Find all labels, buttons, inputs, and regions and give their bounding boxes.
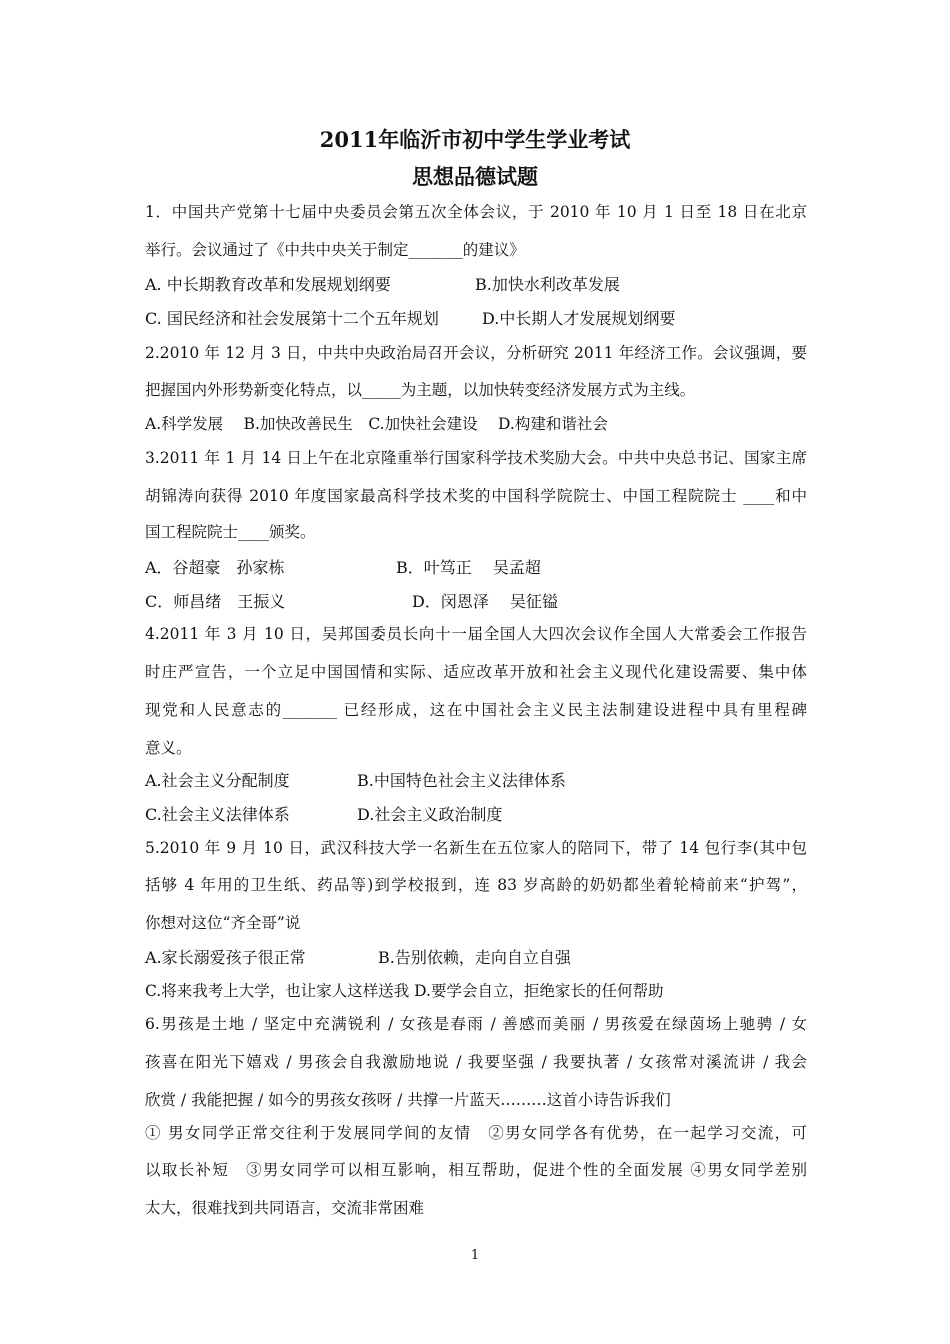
question-2-line-1: 2.2010 年 12 月 3 日，中共中央政治局召开会议，分析研究 2011 年经济工作。会议强调，要 xyxy=(145,344,807,362)
question-5-option-b: B.告别依赖，走向自立自强 xyxy=(378,948,571,967)
question-6-line-4: ① 男女同学正常交往利于发展同学间的友情 ②男女同学各有优势，在一起学习交流，可 xyxy=(145,1124,807,1142)
question-5-line-3: 你想对这位“齐全哥”说 xyxy=(145,914,301,932)
question-1-option-a: A. 中长期教育改革和发展规划纲要 xyxy=(145,275,391,294)
question-2-options: A.科学发展 B.加快改善民生 C.加快社会建设 D.构建和谐社会 xyxy=(145,415,608,433)
page-title: 2011年临沂市初中学生学业考试 xyxy=(319,127,631,152)
question-5-options-cd: C.将来我考上大学，也让家人这样送我 D.要学会自立，拒绝家长的任何帮助 xyxy=(145,982,664,1000)
question-1-option-c: C. 国民经济和社会发展第十二个五年规划 xyxy=(145,309,439,328)
page-subtitle: 思想品德试题 xyxy=(412,164,538,189)
question-3-option-a: A．谷超豪 孙家栋 xyxy=(145,558,285,577)
question-3-option-d: D．闵恩泽 吴征镒 xyxy=(412,592,558,611)
page-number: 1 xyxy=(470,1248,480,1263)
question-4-line-2: 时庄严宣告，一个立足中国国情和实际、适应改革开放和社会主义现代化建设需要、集中体 xyxy=(145,663,807,681)
question-5-option-a: A.家长溺爱孩子很正常 xyxy=(145,948,306,967)
question-6-line-6: 太大，很难找到共同语言，交流非常困难 xyxy=(145,1199,425,1217)
question-4-line-1: 4.2011 年 3 月 10 日，吴邦国委员长向十一届全国人大四次会议作全国人大常委会工作报告 xyxy=(145,625,807,643)
question-4-option-a: A.社会主义分配制度 xyxy=(145,771,290,790)
question-3-line-1: 3.2011 年 1 月 14 日上午在北京隆重举行国家科学技术奖励大会。中共中央总书记、国家主席 xyxy=(145,449,807,467)
question-4-line-3: 现党和人民意志的_______ 已经形成，这在中国社会主义民主法制建设进程中具有里程碑 xyxy=(145,701,807,719)
question-1-option-b: B.加快水利改革发展 xyxy=(475,275,620,294)
question-6-line-3: 欣赏 / 我能把握 / 如今的男孩女孩呀 / 共撑一片蓝天………这首小诗告诉我们 xyxy=(145,1091,671,1109)
question-3-option-c: C．师昌绪 王振义 xyxy=(145,592,286,611)
question-6-line-2: 孩喜在阳光下嬉戏 / 男孩会自我激励地说 / 我要坚强 / 我要执著 / 女孩常对溪流讲 / 我会 xyxy=(145,1053,807,1071)
question-1-option-d: D.中长期人才发展规划纲要 xyxy=(482,309,676,328)
question-5-line-2: 括够 4 年用的卫生纸、药品等)到学校报到，连 83 岁高龄的奶奶都坐着轮椅前来“护驾”， xyxy=(145,876,807,894)
question-3-option-b: B．叶笃正 吴孟超 xyxy=(396,558,541,577)
question-4-option-c: C.社会主义法律体系 xyxy=(145,805,290,824)
question-6-line-1: 6.男孩是土地 / 坚定中充满锐利 / 女孩是春雨 / 善感而美丽 / 男孩爱在绿茵场上驰骋 / 女 xyxy=(145,1015,807,1033)
question-1-line-1: 1．中国共产党第十七届中央委员会第五次全体会议，于 2010 年 10 月 1 日至 18 日在北京 xyxy=(145,203,807,221)
question-5-line-1: 5.2010 年 9 月 10 日，武汉科技大学一名新生在五位家人的陪同下，带了 14 包行李(其中包 xyxy=(145,839,807,857)
question-6-line-5: 以取长补短 ③男女同学可以相互影响，相互帮助，促进个性的全面发展 ④男女同学差别 xyxy=(145,1161,807,1179)
question-3-line-3: 国工程院院士____颁奖。 xyxy=(145,523,316,541)
question-4-option-b: B.中国特色社会主义法律体系 xyxy=(357,771,566,790)
question-4-line-4: 意义。 xyxy=(145,739,192,757)
question-2-line-2: 把握国内外形势新变化特点，以_____为主题，以加快转变经济发展方式为主线。 xyxy=(145,381,696,399)
question-4-option-d: D.社会主义政治制度 xyxy=(357,805,503,824)
question-1-line-2: 举行。会议通过了《中共中央关于制定_______的建议》 xyxy=(145,241,525,259)
question-3-line-2: 胡锦涛向获得 2010 年度国家最高科学技术奖的中国科学院院士、中国工程院院士 ____和中 xyxy=(145,487,807,505)
